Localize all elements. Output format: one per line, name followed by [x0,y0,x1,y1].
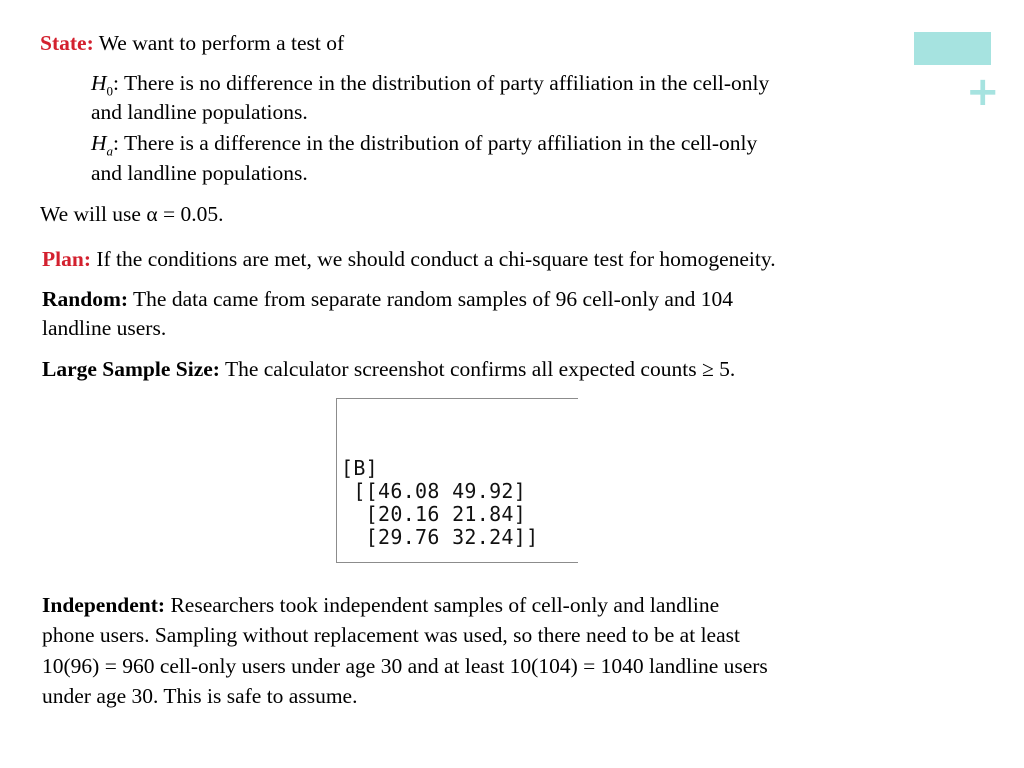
decorative-accent-bar [914,32,991,65]
random-label: Random: [42,287,129,311]
alpha-statement: We will use α = 0.05. [40,202,224,226]
random-paragraph-line1 [42,284,733,314]
large-sample-paragraph [42,354,735,384]
calculator-screenshot [336,398,578,563]
plan-paragraph [42,244,776,274]
alt-hypothesis-line2: and landline populations. [91,161,308,185]
ha-symbol: $H_a$ [91,131,114,159]
plan-text: If the conditions are met, we should conduct a chi-square test for homogeneity. [96,247,776,271]
independent-paragraph-line3: 10(96) = 960 cell-only users under age 30 and at least 10(104) = 1040 landline users [42,654,768,678]
state-heading [40,28,344,58]
state-label: State: [40,31,94,55]
independent-paragraph-line2: phone users. Sampling without replacement was used, so there need to be at least [42,623,740,647]
state-intro: We want to perform a test of [98,31,345,55]
random-paragraph-line2: landline users. [42,316,167,340]
h0-text: : There is no difference in the distribution of party affiliation in the cell-only [113,71,770,95]
independent-text: Researchers took independent samples of cell-only and landline [170,593,720,617]
independent-label: Independent: [42,593,166,617]
null-hypothesis-line2: and landline populations. [91,100,308,124]
large-sample-label: Large Sample Size: [42,357,220,381]
independent-paragraph-line1 [42,590,719,620]
large-sample-text: The calculator screenshot confirms all expected counts ≥ 5. [224,357,736,381]
calculator-matrix-output: [B] [[46.08 49.92] [20.16 21.84] [29.76 32.24]] [341,456,539,549]
h0-symbol: $H_0$ [91,71,114,99]
ha-text: : There is a difference in the distribution of party affiliation in the cell-only [113,131,758,155]
independent-paragraph-line4: under age 30. This is safe to assume. [42,684,358,708]
decorative-plus-icon: + [966,69,1000,115]
plan-label: Plan: [42,247,91,271]
random-text: The data came from separate random samples of 96 cell-only and 104 [133,287,733,311]
